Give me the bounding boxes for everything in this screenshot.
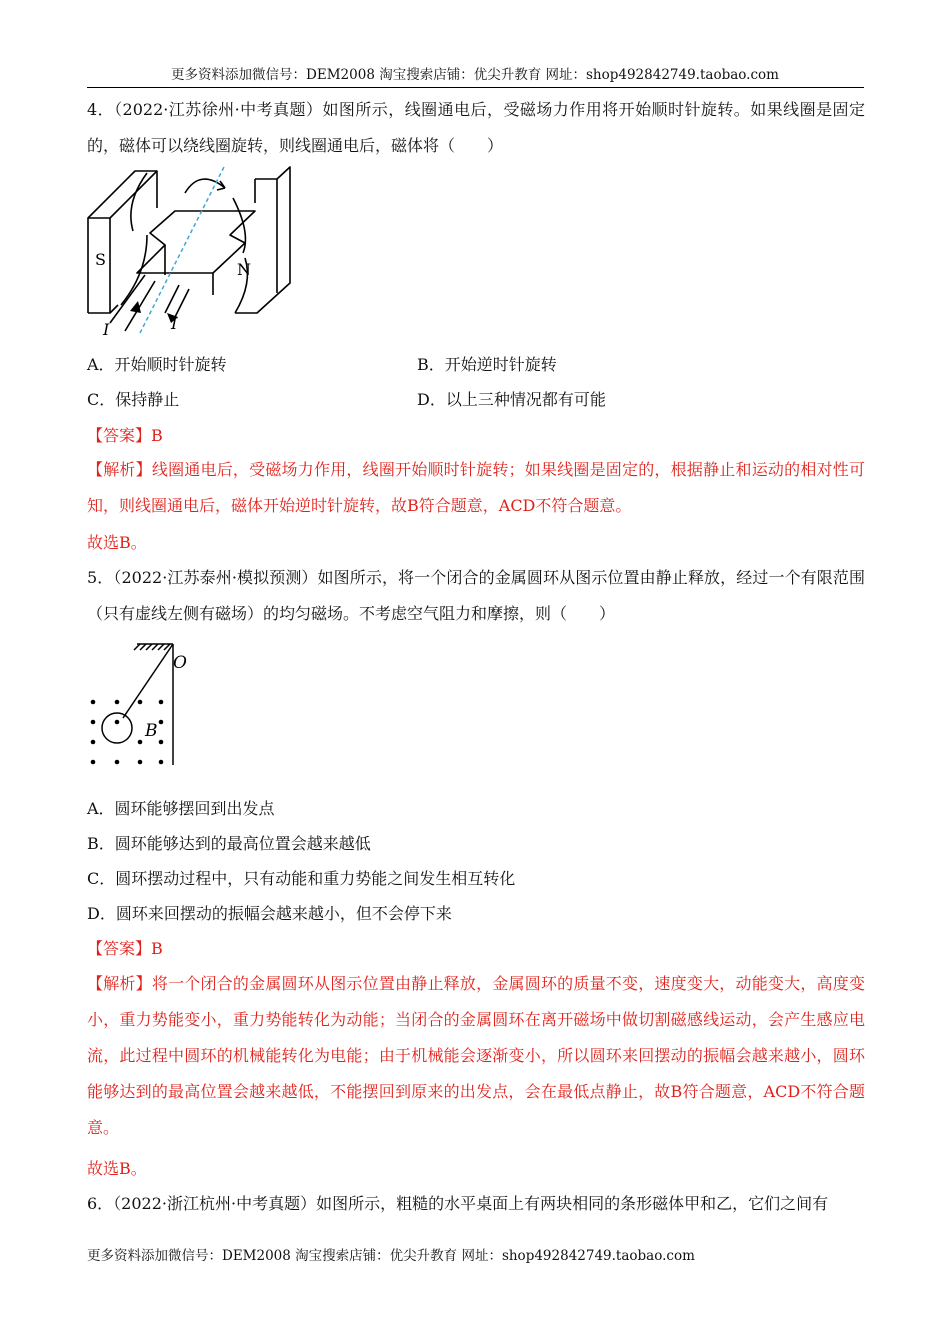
q4-analysis-text: 线圈通电后，受磁场力作用，线圈开始顺时针旋转；如果线圈是固定的，根据静止和运动的相对性可知，则线圈通电后，磁体开始逆时针旋转，故B符合题意，ACD不符合题意。: [87, 460, 865, 515]
q5-analysis-tag: 【解析】: [87, 974, 152, 993]
q4-option-d: D．以上三种情况都有可能: [417, 390, 606, 409]
q5-answer: 【答案】B: [87, 939, 163, 958]
q4-option-b: B．开始逆时针旋转: [417, 355, 557, 374]
page-footer: 更多资料添加微信号：DEM2008 淘宝搜索店铺：优尖升教育 网址：shop492842749.taobao.com: [87, 1248, 695, 1264]
q5-label-b: B: [145, 721, 158, 741]
q4-analysis: [87, 452, 865, 524]
q5-option-d: D．圆环来回摆动的振幅会越来越小，但不会停下来: [87, 904, 452, 923]
q5-option-a: A．圆环能够摆回到出发点: [87, 799, 275, 818]
q5-conclusion: 故选B。: [87, 1159, 147, 1178]
q5-analysis-text: 将一个闭合的金属圆环从图示位置由静止释放，金属圆环的质量不变，速度变大，动能变大，高度变小，重力势能变小，重力势能转化为动能；当闭合的金属圆环在离开磁场中做切割磁感线运动，会产生感应电流，此过程中圆环的机械能转化为电能；由于机械能会逐渐变小，所以圆环来回摆动的振幅会越来越小，圆环能够达到的最高位置会越来越低，不能摆回到原来的出发点，会在最低点静止，故B符合题意，ACD不符合题意。: [87, 974, 865, 1137]
q5-pendulum-figure: [85, 640, 205, 770]
q4-label-i-right: I: [171, 314, 178, 333]
q4-analysis-tag: 【解析】: [87, 460, 152, 479]
q5-option-b: B．圆环能够达到的最高位置会越来越低: [87, 834, 371, 853]
q4-option-a: A．开始顺时针旋转: [87, 355, 227, 374]
q5-label-o: O: [173, 653, 187, 673]
q4-conclusion: 故选B。: [87, 533, 147, 552]
q4-motor-figure: [85, 163, 300, 341]
q4-answer: 【答案】B: [87, 426, 163, 445]
q5-stem: 5．（2022·江苏泰州·模拟预测）如图所示，将一个闭合的金属圆环从图示位置由静止释放，经过一个有限范围（只有虚线左侧有磁场）的均匀磁场。不考虑空气阻力和摩擦，则（ ）: [87, 568, 865, 623]
q4-label-s: S: [95, 250, 106, 269]
page-header: 更多资料添加微信号：DEM2008 淘宝搜索店铺：优尖升教育 网址：shop492842749.taobao.com: [171, 67, 779, 83]
q4-label-n: N: [237, 260, 251, 279]
q6-stem: 6．（2022·浙江杭州·中考真题）如图所示，粗糙的水平桌面上有两块相同的条形磁体甲和乙，它们之间有: [87, 1194, 829, 1213]
header-rule: [87, 87, 864, 88]
q5-option-c: C．圆环摆动过程中，只有动能和重力势能之间发生相互转化: [87, 869, 516, 888]
q4-option-c: C．保持静止: [87, 390, 180, 409]
q4-label-i-left: I: [103, 320, 110, 339]
q4-stem: 4．（2022·江苏徐州·中考真题）如图所示，线圈通电后，受磁场力作用将开始顺时针旋转。如果线圈是固定的，磁体可以绕线圈旋转，则线圈通电后，磁体将（ ）: [87, 100, 865, 155]
q5-analysis: [87, 966, 865, 1146]
